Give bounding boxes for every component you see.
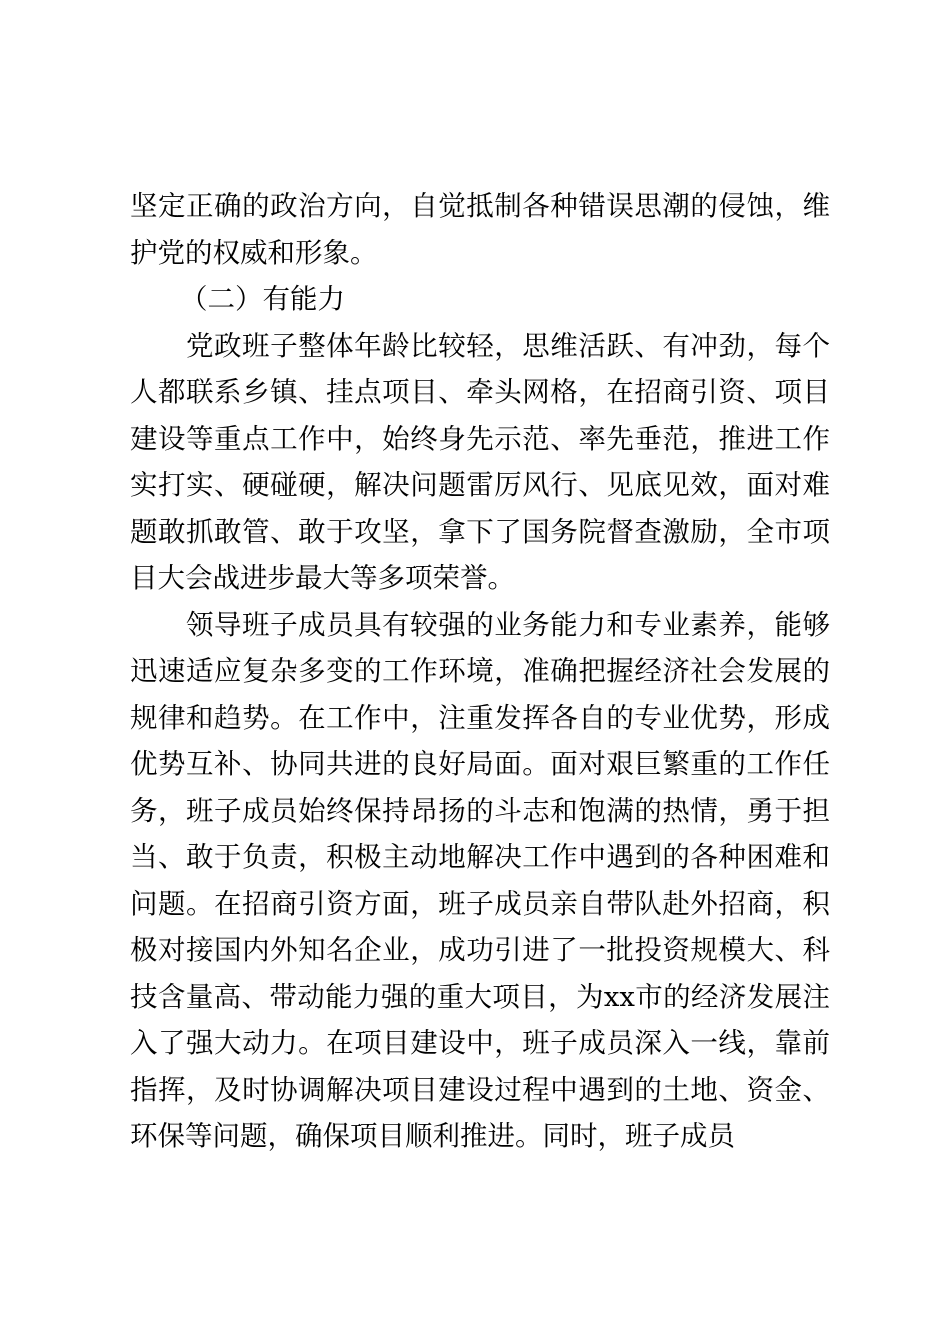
body-paragraph-1: 党政班子整体年龄比较轻，思维活跃、有冲劲，每个人都联系乡镇、挂点项目、牵头网格，在招商引资、项目建设等重点工作中，始终身先示范、率先垂范，推进工作实打实、硬碰硬，解决问题雷厉风行、见底见效，面对难题敢抓敢管、敢于攻坚，拿下了国务院督查激励，全市项目大会战进步最大等多项荣誉。 [130,329,830,594]
body-paragraph-2: 领导班子成员具有较强的业务能力和专业素养，能够迅速适应复杂多变的工作环境，准确把握经济社会发展的规律和趋势。在工作中，注重发挥各自的专业优势，形成优势互补、协同共进的良好局面。面对艰巨繁重的工作任务，班子成员始终保持昂扬的斗志和饱满的热情，勇于担当、敢于负责，积极主动地解决工作中遇到的各种困难和问题。在招商引资方面，班子成员亲自带队赴外招商，积极对接国内外知名企业，成功引进了一批投资规模大、科技含量高、带动能力强的重大项目，为xx市的经济发展注入了强大动力。在项目建设中，班子成员深入一线，靠前指挥，及时协调解决项目建设过程中遇到的土地、资金、环保等问题，确保项目顺利推进。同时，班子成员 [130,608,830,1152]
continued-paragraph: 坚定正确的政治方向，自觉抵制各种错误思潮的侵蚀，维护党的权威和形象。 [130,190,830,269]
section-heading: （二）有能力 [180,283,345,315]
document-page [130,183,830,1160]
